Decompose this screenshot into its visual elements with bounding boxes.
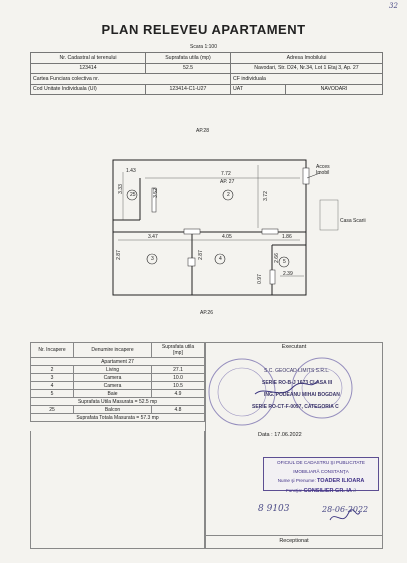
- dim-top: 7.72: [221, 171, 231, 177]
- dim-bottom-mid-vert: 2.87: [197, 250, 204, 260]
- header-label-cadastral: Nr. Cadastral al terenului: [31, 53, 146, 64]
- room-number-4: 4: [219, 256, 222, 262]
- dim-left-vert: 3.33: [117, 184, 124, 194]
- room-number-5: 5: [283, 259, 286, 265]
- room-no: 3: [31, 374, 74, 382]
- ocpi-stamp: [263, 457, 379, 494]
- room-no: 5: [31, 390, 74, 398]
- header-cf-individual-label: CF individuala: [231, 74, 383, 85]
- total-row: Suprafata Totala Masurata = 57.3 mp: [31, 414, 205, 422]
- dim-bath-width: 2.39: [283, 271, 293, 277]
- executant-date: Data : 17.06.2022: [258, 432, 302, 438]
- header-ui-code-value: 123414-C1-U27: [146, 84, 231, 95]
- rooms-header-surface-unit: [mp]: [173, 350, 183, 356]
- dim-mid-a: 3.47: [148, 234, 158, 240]
- label-stair: Casa Scarii: [340, 218, 366, 224]
- room-name: Camera: [74, 374, 152, 382]
- page-number: 32: [389, 2, 398, 10]
- executant-company: S.C. GEOCAD LIMITS S.R.L.: [264, 368, 330, 374]
- receptionat-label: Receptionat: [279, 538, 309, 544]
- executant-engineer: ING. PODEANU MIHAI BOGDAN: [264, 392, 340, 398]
- executant-series-2: SERIE RO-CT-F-0097, CATEGORIA C: [252, 404, 339, 410]
- rooms-apartment-row: Apartament 27: [31, 358, 205, 366]
- header-ui-code-label: Cod Unitate Individuala (UI): [31, 84, 146, 95]
- room-area: 10.0: [152, 374, 205, 382]
- ocpi-office: OFICIUL DE CADASTRU ŞI PUBLICITATE IMOBILIARĂ CONSTANŢA: [277, 460, 365, 474]
- dim-inner-vert: 3.52: [152, 188, 159, 198]
- room-no: 4: [31, 382, 74, 390]
- header-address-value: Navodari, Str. D24, Nr.34, Lot 1 Etaj 3, Ap. 27: [231, 63, 383, 74]
- header-surface-value: 52.5: [146, 63, 231, 74]
- label-ap28: AP.28: [196, 128, 209, 134]
- balcony-no: 25: [31, 406, 74, 414]
- header-uat-label: UAT: [231, 84, 286, 95]
- label-ap26: AP.26: [200, 310, 213, 316]
- rooms-header-name: Denumire incapere: [74, 343, 152, 358]
- header-cadastral-value: 123414: [31, 63, 146, 74]
- executant-title: Executant: [281, 344, 307, 350]
- handwritten-date: 28-06-2022: [322, 505, 369, 514]
- room-number-2: 2: [227, 192, 230, 198]
- ocpi-name-line: [264, 476, 378, 486]
- room-name: Camera: [74, 382, 152, 390]
- header-uat-value: NAVODARI: [286, 84, 383, 95]
- ocpi-name-label: Nume şi Prenume:: [277, 478, 316, 483]
- balcony-name: Balcon: [74, 406, 152, 414]
- stamp-company-inner: [302, 368, 342, 408]
- label-access: Acces: [316, 164, 330, 170]
- page-title: PLAN RELEVEU APARTAMENT: [101, 22, 306, 37]
- ocpi-name: TOADER ILIOARA: [317, 478, 365, 484]
- rooms-header-surface-label: Suprafata utila: [161, 344, 195, 350]
- usable-total-row: Suprafata Utila Masurata = 52.5 mp: [31, 398, 205, 406]
- dim-right-vert: 3.72: [262, 191, 269, 201]
- dim-bottom-left-vert: 2.87: [115, 250, 122, 260]
- receptionat-divider: [205, 535, 383, 536]
- header-label-surface: Suprafata utila (mp): [146, 53, 231, 64]
- dim-mid-b: 4.05: [222, 234, 232, 240]
- handwritten-reg-no: 8 9103: [258, 504, 290, 514]
- room-area: 27.1: [152, 366, 205, 374]
- ocpi-function: CONSILIER GR. IA: [303, 488, 352, 494]
- room-number-3: 3: [151, 256, 154, 262]
- executant-series-1: SERIE RO-B-J 1673 CLASA III: [262, 380, 333, 386]
- scale-label: Scara 1:100: [190, 44, 217, 50]
- label-apartment: AP. 27: [220, 179, 235, 185]
- dim-mid-c: 1.86: [282, 234, 292, 240]
- ocpi-function-label: Funcţia:: [285, 488, 303, 493]
- room-number-25: 25: [130, 192, 136, 198]
- ocpi-function-line: [264, 486, 378, 496]
- room-no: 2: [31, 366, 74, 374]
- rooms-header-no: Nr. Incapere: [31, 343, 74, 358]
- header-cf-collective-label: Cartea Funciara colectiva nr.: [31, 74, 231, 85]
- room-name: Living: [74, 366, 152, 374]
- header-label-address: Adresa Imobilului: [231, 53, 383, 64]
- room-name: Baie: [74, 390, 152, 398]
- room-area: 4.9: [152, 390, 205, 398]
- dim-left-small: 1.43: [126, 168, 136, 174]
- dim-bath-small: 0.97: [256, 274, 263, 284]
- balcony-area: 4.8: [152, 406, 205, 414]
- dim-bath-vert: 2.66: [273, 253, 280, 263]
- room-area: 10.5: [152, 382, 205, 390]
- ocpi-function-handwritten: 3: [353, 489, 357, 494]
- label-access-2: Imobil: [316, 170, 330, 176]
